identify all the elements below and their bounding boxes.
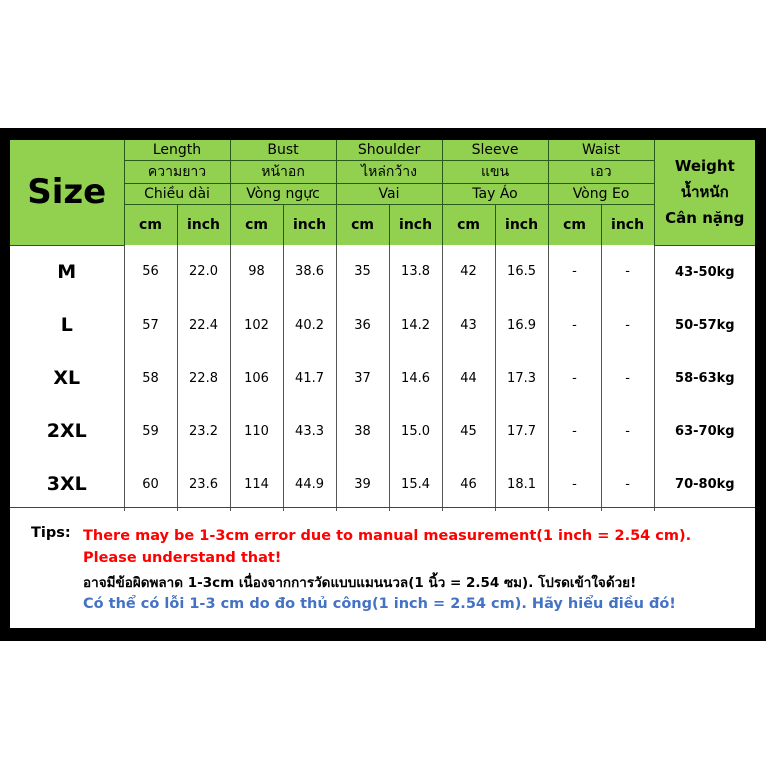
table-cell: 38.6 bbox=[283, 245, 336, 299]
size-cell: XL bbox=[10, 352, 124, 405]
table-cell: 17.3 bbox=[495, 352, 548, 405]
table-cell: 16.9 bbox=[495, 299, 548, 352]
table-cell: 40.2 bbox=[283, 299, 336, 352]
table-cell: - bbox=[601, 299, 654, 352]
bust-header-th: หน้าอก bbox=[230, 161, 336, 184]
table-cell: - bbox=[548, 299, 601, 352]
table-row bbox=[10, 458, 755, 511]
table-cell: 46 bbox=[442, 458, 495, 511]
table-cell: - bbox=[601, 458, 654, 511]
table-cell: 22.8 bbox=[177, 352, 230, 405]
unit-header: cm bbox=[548, 205, 601, 246]
tip-english: There may be 1-3cm error due to manual measurement(1 inch = 2.54 cm). Please understand that! bbox=[83, 528, 692, 566]
unit-header: inch bbox=[495, 205, 548, 246]
table-cell: 39 bbox=[336, 458, 389, 511]
unit-header: inch bbox=[177, 205, 230, 246]
table-cell: 37 bbox=[336, 352, 389, 405]
weight-header-en: Weight bbox=[674, 157, 735, 176]
tip-vietnamese: Có thể có lỗi 1-3 cm do đo thủ công(1 inch = 2.54 cm). Hãy hiểu điều đó! bbox=[83, 596, 676, 612]
table-cell: 13.8 bbox=[389, 245, 442, 299]
table-cell: 22.0 bbox=[177, 245, 230, 299]
unit-header: cm bbox=[124, 205, 177, 246]
table-cell: 23.6 bbox=[177, 458, 230, 511]
shoulder-header-th: ไหล่กว้าง bbox=[336, 161, 442, 184]
weight-cell: 63-70kg bbox=[675, 423, 735, 439]
table-cell: 36 bbox=[336, 299, 389, 352]
table-cell: 58 bbox=[124, 352, 177, 405]
sleeve-header-th: แขน bbox=[442, 161, 548, 184]
table-cell: 60 bbox=[124, 458, 177, 511]
table-cell: - bbox=[548, 245, 601, 299]
weight-cell: 58-63kg bbox=[675, 370, 735, 386]
unit-header: cm bbox=[336, 205, 389, 246]
table-row bbox=[10, 299, 755, 352]
table-row bbox=[10, 352, 755, 405]
size-column-header: Size bbox=[10, 140, 124, 245]
length-header: Length bbox=[124, 140, 230, 161]
table-cell: 43.3 bbox=[283, 405, 336, 458]
shoulder-header: Shoulder bbox=[336, 140, 442, 161]
table-cell: 57 bbox=[124, 299, 177, 352]
table-cell: - bbox=[601, 245, 654, 299]
length-header-vi: Chiều dài bbox=[124, 184, 230, 205]
unit-header: cm bbox=[442, 205, 495, 246]
table-cell: 18.1 bbox=[495, 458, 548, 511]
table-cell: - bbox=[548, 458, 601, 511]
weight-header-th: น้ำหนัก bbox=[680, 183, 729, 202]
table-cell: 17.7 bbox=[495, 405, 548, 458]
table-cell: 16.5 bbox=[495, 245, 548, 299]
shoulder-header-vi: Vai bbox=[336, 184, 442, 205]
table-row bbox=[10, 405, 755, 458]
unit-header: inch bbox=[389, 205, 442, 246]
table-cell: 42 bbox=[442, 245, 495, 299]
table-cell: 102 bbox=[230, 299, 283, 352]
table-cell: - bbox=[548, 352, 601, 405]
table-cell: 56 bbox=[124, 245, 177, 299]
size-cell: M bbox=[10, 245, 124, 299]
tip-thai: อาจมีข้อผิดพลาด 1-3cm เนื่องจากการวัดแบบแมนนวล(1 นิ้ว = 2.54 ซม). โปรดเข้าใจด้วย! bbox=[83, 575, 637, 591]
table-cell: 22.4 bbox=[177, 299, 230, 352]
table-cell: 114 bbox=[230, 458, 283, 511]
sleeve-header: Sleeve bbox=[442, 140, 548, 161]
table-cell: 45 bbox=[442, 405, 495, 458]
table-cell: 98 bbox=[230, 245, 283, 299]
table-cell: 41.7 bbox=[283, 352, 336, 405]
table-cell: 44 bbox=[442, 352, 495, 405]
length-header-th: ความยาว bbox=[124, 161, 230, 184]
waist-header-th: เอว bbox=[548, 161, 654, 184]
size-cell: L bbox=[10, 299, 124, 352]
weight-cell: 43-50kg bbox=[675, 264, 735, 280]
weight-column-header bbox=[654, 140, 755, 245]
table-cell: 15.0 bbox=[389, 405, 442, 458]
table-cell: - bbox=[601, 352, 654, 405]
table-cell: 15.4 bbox=[389, 458, 442, 511]
bust-header-vi: Vòng ngực bbox=[230, 184, 336, 205]
table-cell: 35 bbox=[336, 245, 389, 299]
table-cell: 59 bbox=[124, 405, 177, 458]
unit-header: inch bbox=[283, 205, 336, 246]
weight-header-vi: Cân nặng bbox=[665, 209, 745, 228]
waist-header-vi: Vòng Eo bbox=[548, 184, 654, 205]
size-cell: 3XL bbox=[10, 458, 124, 511]
table-cell: 14.6 bbox=[389, 352, 442, 405]
unit-header: cm bbox=[230, 205, 283, 246]
sleeve-header-vi: Tay Áo bbox=[442, 184, 548, 205]
table-cell: 23.2 bbox=[177, 405, 230, 458]
bust-header: Bust bbox=[230, 140, 336, 161]
waist-header: Waist bbox=[548, 140, 654, 161]
table-cell: 38 bbox=[336, 405, 389, 458]
table-cell: 14.2 bbox=[389, 299, 442, 352]
table-cell: 106 bbox=[230, 352, 283, 405]
size-chart-table bbox=[10, 140, 755, 511]
table-row bbox=[10, 245, 755, 299]
unit-header: inch bbox=[601, 205, 654, 246]
table-cell: - bbox=[548, 405, 601, 458]
tips-box bbox=[10, 507, 755, 629]
table-cell: - bbox=[601, 405, 654, 458]
weight-cell: 70-80kg bbox=[675, 476, 735, 492]
weight-cell: 50-57kg bbox=[675, 317, 735, 333]
tips-label: Tips: bbox=[31, 525, 71, 541]
size-cell: 2XL bbox=[10, 405, 124, 458]
table-cell: 43 bbox=[442, 299, 495, 352]
table-cell: 110 bbox=[230, 405, 283, 458]
table-cell: 44.9 bbox=[283, 458, 336, 511]
